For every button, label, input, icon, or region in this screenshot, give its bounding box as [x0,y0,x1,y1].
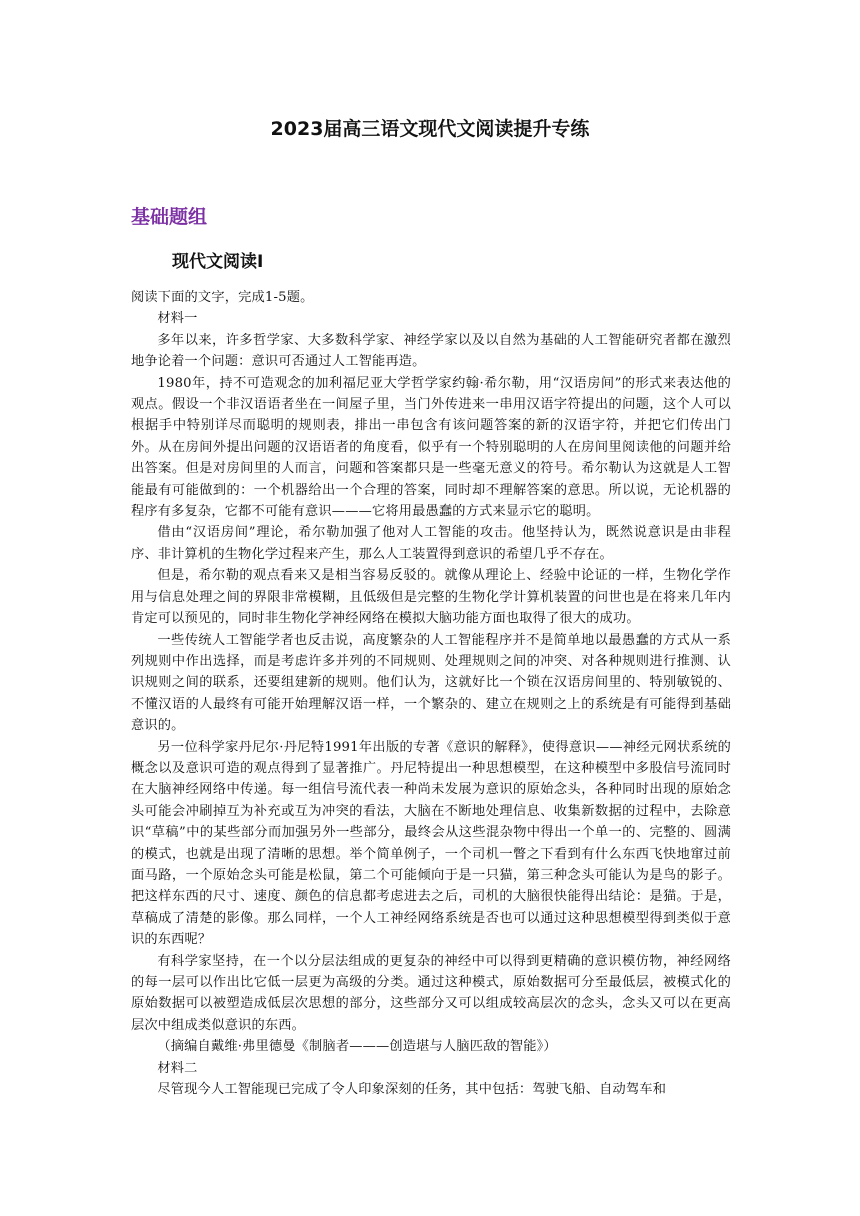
paragraph: 尽管现今人工智能现已完成了令人印象深刻的任务，其中包括：驾驶飞船、自动驾车和 [157,1082,667,1098]
paragraph: 另一位科学家丹尼尔·丹尼特1991年出版的专著《意识的解释》，使得意识——神经元网状系统的概念以及意识可造的观点得到了显著推广。丹尼特提出一种思想模型，在这种模型中多股信号流同时在大脑神经网络中传递。每一组信号流代表一种尚未发展为意识的原始念头，各种同时出现的原始念头可能会冲刷掉互为补充或互为冲突的看法，大脑在不断地处理信息、收集新数据的过程中，去除意识“草稿”中的某些部分而加强另外一些部分，最终会从这些混杂物中得出一个单一的、完整的、圆满的模式，也就是出现了清晰的思想。举个简单例子，一个司机一瞥之下看到有什么东西飞快地窜过前面马路，一个原始念头可能是松鼠，第二个可能倾向于是一只猫，第三种念头可能认为是鸟的影子。把这样东西的尺寸、速度、颜色的信息都考虑进去之后，司机的大脑很快能得出结论：是猫。于是，草稿成了清楚的影像。那么同样，一个人工神经网络系统是否也可以通过这种思想模型得到类似于意识的东西呢？ [131,739,731,948]
paragraph: 1980年，持不可造观念的加利福尼亚大学哲学家约翰·希尔勒，用“汉语房间”的形式来表达他的观点。假设一个非汉语语者坐在一间屋子里，当门外传进来一串用汉语字符提出的问题，这个人可以根据手中特别详尽而聪明的规则表，排出一串包含有该问题答案的新的汉语字符，并把它们传出门外。从在房间外提出问题的汉语语者的角度看，似乎有一个特别聪明的人在房间里阅读他的问题并给出答案。但是对房间里的人而言，问题和答案都只是一些毫无意义的符号。希尔勒认为这就是人工智能最有可能做到的：一个机器给出一个合理的答案，同时却不理解答案的意思。所以说，无论机器的程序有多复杂，它都不可能有意识———它将用最愚蠢的方式来显示它的聪明。 [131,375,731,520]
paragraph: 有科学家坚持，在一个以分层法组成的更复杂的神经中可以得到更精确的意识模仿物，神经网络的每一层可以作出比它低一层更为高级的分类。通过这种模式，原始数据可分至最低层，被模式化的原始数据可以被塑造成低层次思想的部分，这些部分又可以组成较高层次的念头，念头又可以在更高层次中组成类似意识的东西。 [131,953,731,1033]
paragraph: 但是，希尔勒的观点看来又是相当容易反驳的。就像从理论上、经验中论证的一样，生物化学作用与信息处理之间的界限非常模糊，且低级但是完整的生物化学计算机装置的问世也是在将来几年内肯定可以预见的，同时非生物化学神经网络在模拟大脑功能方面也取得了很大的成功。 [131,568,731,627]
source-citation: （摘编自戴维·弗里德曼《制脑者———创造堪与人脑匹敌的智能》） [157,1039,557,1055]
document-title: 2023届高三语文现代文阅读提升专练 [270,118,590,140]
paragraph: 多年以来，许多哲学家、大多数科学家、神经学家以及以自然为基础的人工智能研究者都在激烈地争论着一个问题：意识可否通过人工智能再造。 [131,332,731,370]
subsection-heading: 现代文阅读Ⅰ [172,252,264,272]
paragraph: 借由“汉语房间”理论，希尔勒加强了他对人工智能的攻击。他坚持认为，既然说意识是由非程序、非计算机的生物化学过程来产生，那么人工装置得到意识的希望几乎不存在。 [131,525,731,562]
reading-instruction: 阅读下面的文字，完成1-5题。 [131,290,314,305]
material-one-label: 材料一 [157,311,198,327]
material-two-label: 材料二 [157,1060,198,1076]
section-heading: 基础题组 [131,206,208,228]
paragraph: 一些传统人工智能学者也反击说，高度繁杂的人工智能程序并不是简单地以最愚蠢的方式从一系列规则中作出选择，而是考虑许多并列的不同规则、处理规则之间的冲突、对各种规则进行推测、认识规则之间的联系，还要组建新的规则。他们认为，这就好比一个锁在汉语房间里的、特别敏锐的、不懂汉语的人最终有可能开始理解汉语一样，一个繁杂的、建立在规则之上的系统是有可能得到基础意识的。 [131,632,731,734]
article-body [131,287,731,1100]
